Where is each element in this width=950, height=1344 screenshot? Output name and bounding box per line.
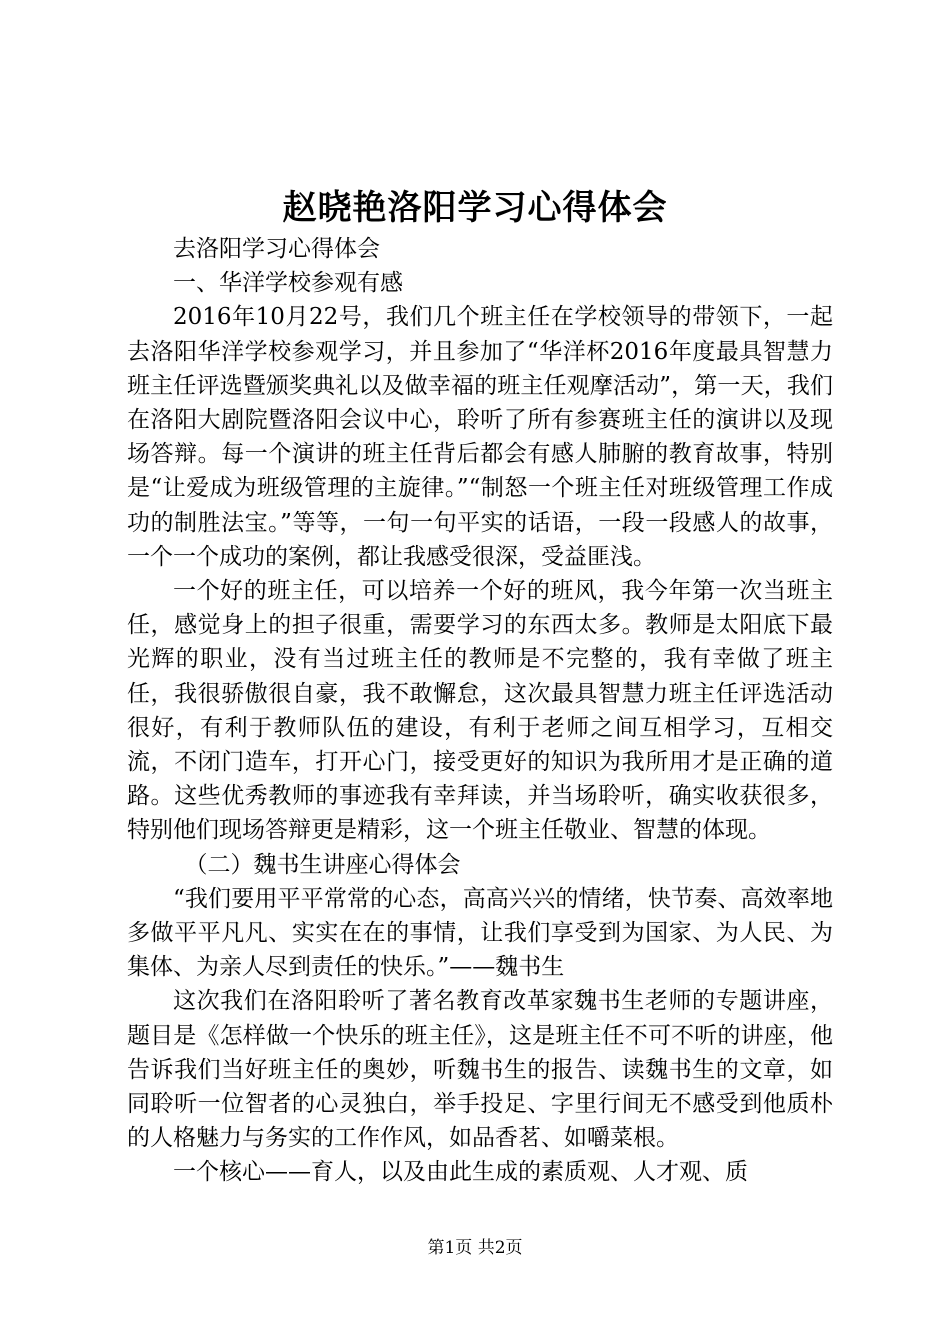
- paragraph-quote: “我们要用平平常常的心态，高高兴兴的情绪，快节奏、高效率地多做平平凡凡、实实在在的事情，让我们享受到为国家、为人民、为集体、为亲人尽到责任的快乐。”——魏书生: [127, 885, 833, 981]
- paragraph-subtitle: 去洛阳学习心得体会: [173, 236, 380, 262]
- paragraph-heading-2: （二）魏书生讲座心得体会: [184, 851, 461, 878]
- document-title: 赵晓艳洛阳学习心得体会: [282, 188, 668, 228]
- document-body: [127, 232, 833, 1190]
- paragraph: 一个核心——育人，以及由此生成的素质观、人才观、质: [173, 1159, 748, 1186]
- paragraph-heading-1: 一、华洋学校参观有感: [173, 270, 403, 297]
- paragraph: 一个好的班主任，可以培养一个好的班风，我今年第一次当班主任，感觉身上的担子很重，需要学习的东西太多。教师是太阳底下最光辉的职业，没有当过班主任的教师是不完整的，我有幸做了班主任，我很骄傲很自豪，我不敢懈怠，这次最具智慧力班主任评选活动很好，有利于教师队伍的建设，有利于老师之间互相学习，互相交流，不闭门造车，打开心门，接受更好的知识为我所用才是正确的道路。这些优秀教师的事迹我有幸拜读，并当场聆听，确实收获很多，特别他们现场答辩更是精彩，这一个班主任敬业、智慧的体现。: [127, 578, 833, 844]
- page-number-footer: 第1页 共2页: [427, 1238, 523, 1258]
- paragraph: 2016年10月22号，我们几个班主任在学校领导的带领下，一起去洛阳华洋学校参观学习，并且参加了“华洋杯2016年度最具智慧力班主任评选暨颁奖典礼以及做幸福的班主任观摩活动”，第一天，我们在洛阳大剧院暨洛阳会议中心，聆听了所有参赛班主任的演讲以及现场答辩。每一个演讲的班主任背后都会有感人肺腑的教育故事，特别是“让爱成为班级管理的主旋律。”“制怒一个班主任对班级管理工作成功的制胜法宝。”等等，一句一句平实的话语，一段一段感人的故事，一个一个成功的案例，都让我感受很深，受益匪浅。: [127, 304, 833, 570]
- paragraph: 这次我们在洛阳聆听了著名教育改革家魏书生老师的专题讲座，题目是《怎样做一个快乐的班主任》，这是班主任不可不听的讲座，他告诉我们当好班主任的奥妙，听魏书生的报告、读魏书生的文章，如同聆听一位智者的心灵独白，举手投足、字里行间无不感受到他质朴的人格魅力与务实的工作作风，如品香茗、如嚼菜根。: [127, 988, 833, 1152]
